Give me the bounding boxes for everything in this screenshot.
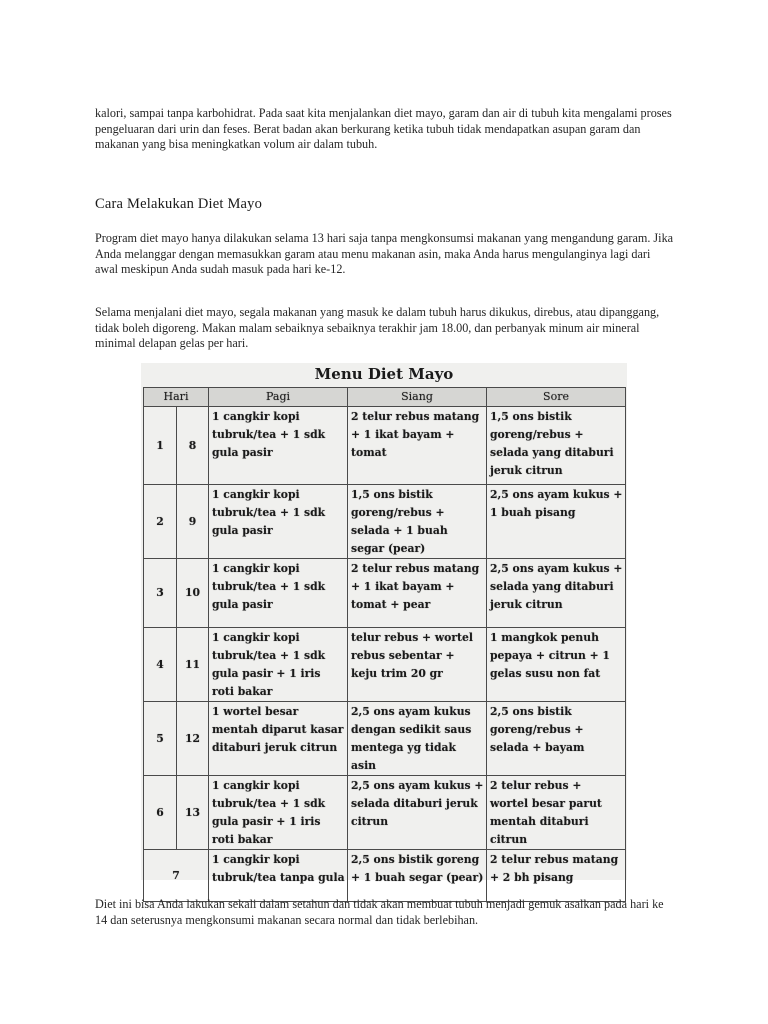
day-number: 8 <box>177 407 209 485</box>
table-row <box>144 407 626 485</box>
menu-title: Menu Diet Mayo <box>314 365 454 383</box>
closing-paragraph: Diet ini bisa Anda lakukan sekali dalam setahun dan tidak akan membuat tubuh menjadi gemuk asalkan pada hari ke 14 dan seterusnya mengkonsumi makanan secara normal dan tidak berlebihan. <box>95 897 664 927</box>
sore-cell: 1,5 ons bistik goreng/rebus + selada yang ditaburi jeruk citrun <box>487 407 626 485</box>
pagi-cell: 1 cangkir kopi tubruk/tea tanpa gula <box>209 850 348 902</box>
sore-cell: 1 mangkok penuh pepaya + citrun + 1 gelas susu non fat <box>487 628 626 702</box>
table-row <box>144 559 626 628</box>
day-number: 11 <box>177 628 209 702</box>
siang-cell: 2,5 ons ayam kukus dengan sedikit saus mentega yg tidak asin <box>348 702 487 776</box>
table-row <box>144 702 626 776</box>
sore-cell: 2,5 ons bistik goreng/rebus + selada + bayam <box>487 702 626 776</box>
pagi-cell: 1 cangkir kopi tubruk/tea + 1 sdk gula pasir <box>209 407 348 485</box>
day-number: 4 <box>144 628 177 702</box>
header-pagi: Pagi <box>209 388 348 407</box>
section-heading: Cara Melakukan Diet Mayo <box>95 196 263 212</box>
header-siang: Siang <box>348 388 487 407</box>
menu-header-row <box>144 388 626 407</box>
intro-paragraph: kalori, sampai tanpa karbohidrat. Pada saat kita menjalankan diet mayo, garam dan air di tubuh kita mengalami proses pengeluaran dari urin dan feses. Berat badan akan berkurang ketika tubuh tidak mendapatkan asupan garam dan makanan yang bisa meningkatkan volum air dalam tubuh. <box>95 106 672 152</box>
table-row <box>144 776 626 850</box>
sore-cell: 2,5 ons ayam kukus + selada yang ditaburi jeruk citrun <box>487 559 626 628</box>
table-row <box>144 485 626 559</box>
pagi-cell: 1 cangkir kopi tubruk/tea + 1 sdk gula pasir <box>209 559 348 628</box>
day-number: 1 <box>144 407 177 485</box>
program-paragraph: Program diet mayo hanya dilakukan selama 13 hari saja tanpa mengkonsumsi makanan yang mengandung garam. Jika Anda melanggar dengan memasukkan garam atau menu makanan asin, maka Anda harus mengulanginya lagi dari awal meskipun Anda sudah masuk pada hari ke-12. <box>95 231 674 277</box>
sore-cell: 2,5 ons ayam kukus + 1 buah pisang <box>487 485 626 559</box>
siang-cell: 1,5 ons bistik goreng/rebus + selada + 1 buah segar (pear) <box>348 485 487 559</box>
pagi-cell: 1 cangkir kopi tubruk/tea + 1 sdk gula pasir + 1 iris roti bakar <box>209 628 348 702</box>
siang-cell: 2 telur rebus matang + 1 ikat bayam + tomat + pear <box>348 559 487 628</box>
day-number: 2 <box>144 485 177 559</box>
header-hari: Hari <box>144 388 209 407</box>
day-number: 9 <box>177 485 209 559</box>
day-number: 7 <box>144 850 209 902</box>
siang-cell: 2,5 ons bistik goreng + 1 buah segar (pear) <box>348 850 487 902</box>
rules-paragraph: Selama menjalani diet mayo, segala makanan yang masuk ke dalam tubuh harus dikukus, direbus, atau dipanggang, tidak boleh digoreng. Makan malam sebaiknya sebaiknya terakhir jam 18.00, dan perbanyak minum air mineral minimal delapan gelas per hari. <box>95 305 660 351</box>
pagi-cell: 1 cangkir kopi tubruk/tea + 1 sdk gula pasir + 1 iris roti bakar <box>209 776 348 850</box>
table-row <box>144 850 626 902</box>
day-number: 10 <box>177 559 209 628</box>
day-number: 6 <box>144 776 177 850</box>
pagi-cell: 1 cangkir kopi tubruk/tea + 1 sdk gula pasir <box>209 485 348 559</box>
menu-diet-mayo-image <box>141 363 627 884</box>
siang-cell: telur rebus + wortel rebus sebentar + keju trim 20 gr <box>348 628 487 702</box>
table-row <box>144 628 626 702</box>
menu-table <box>143 387 626 902</box>
sore-cell: 2 telur rebus + wortel besar parut mentah ditaburi citrun <box>487 776 626 850</box>
sore-cell: 2 telur rebus matang + 2 bh pisang <box>487 850 626 902</box>
siang-cell: 2 telur rebus matang + 1 ikat bayam + tomat <box>348 407 487 485</box>
header-sore: Sore <box>487 388 626 407</box>
pagi-cell: 1 wortel besar mentah diparut kasar ditaburi jeruk citrun <box>209 702 348 776</box>
day-number: 12 <box>177 702 209 776</box>
day-number: 3 <box>144 559 177 628</box>
day-number: 13 <box>177 776 209 850</box>
day-number: 5 <box>144 702 177 776</box>
siang-cell: 2,5 ons ayam kukus + selada ditaburi jeruk citrun <box>348 776 487 850</box>
